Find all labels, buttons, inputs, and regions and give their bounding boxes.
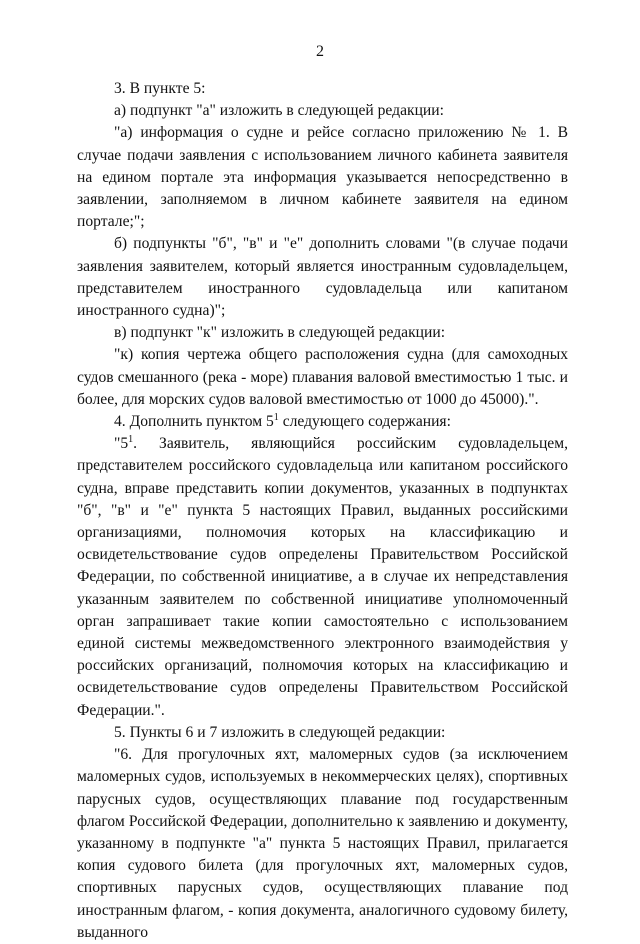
paragraph-subitem-k-text: "к) копия чертежа общего расположения судна (для самоходных судов смешанного (река - море) плавания валовой вместимостью 1 тыс. и более, для морских судов валовой вместимостью от 1000 до 45000).". — [77, 346, 568, 408]
paragraph-text-segment: 4. Дополнить пунктом 5 — [114, 413, 274, 431]
paragraph-subitem-v: в) подпункт "к" изложить в следующей редакции: — [114, 324, 446, 342]
paragraph-item-3-heading: 3. В пункте 5: — [114, 80, 206, 97]
paragraph-item-5-heading: 5. Пункты 6 и 7 изложить в следующей редакции: — [114, 723, 446, 741]
superscript-number: 1 — [128, 434, 134, 446]
page-number: 2 — [316, 43, 324, 60]
paragraph-text-segment: . Заявитель, являющийся российским судовладельцем, представителем российского судовладельца или капитаном российского судна, вправе представить копии документов, указанных в подпунктах "б", "в" и "е" пункта 5 настоящих Правил, выданных российскими организациями, полномочия которых на классификацию и освидетельствование судов определены Правительством Российской Федерации, по собственной инициативе, а в случае их непредставления указанным заявителем по собственной инициативе уполномоченный орган запрашивает такие копии самостоятельно с использованием единой системы межведомственного электронного взаимодействия у российских организаций, полномочия которых на классификацию и освидетельствование судов определены Правительством Российской Федерации.". — [77, 435, 568, 719]
paragraph-subitem-a-text: "а) информация о судне и рейсе согласно приложению № 1. В случае подачи заявления с использованием личного кабинета заявителя на едином портале эта информация указывается непосредственно в заявлении, заполняемом в личном кабинете заявителя на едином портале;"; — [77, 124, 568, 231]
superscript-number: 1 — [273, 411, 279, 423]
paragraph-subitem-a: а) подпункт "а" изложить в следующей редакции: — [114, 102, 444, 120]
paragraph-text-segment: "5 — [114, 435, 129, 453]
paragraph-point-5-1-text — [77, 433, 568, 722]
paragraph-subitem-b: б) подпункты "б", "в" и "е" дополнить словами "(в случае подачи заявления заявителем, который является иностранным судовладельцем, представителем иностранного судовладельца или капитаном иностранного судна)"; — [77, 235, 568, 320]
paragraph-item-4-heading — [77, 411, 568, 433]
paragraph-point-6-text: "6. Для прогулочных яхт, маломерных судов (за исключением маломерных судов, используемых в некоммерческих целях), спортивных парусных судов, осуществляющих плавание под государственным флагом Российской Федерации, дополнительно к заявлению и документу, указанному в подпункте "а" пункта 5 настоящих Правил, прилагается копия судового билета (для прогулочных яхт, маломерных судов, спортивных парусных судов, осуществляющих плавание под иностранным флагом, - копия документа, аналогичного судовому билету, выданного — [77, 746, 568, 941]
paragraph-text-segment: следующего содержания: — [278, 413, 451, 431]
document-body — [77, 78, 568, 944]
